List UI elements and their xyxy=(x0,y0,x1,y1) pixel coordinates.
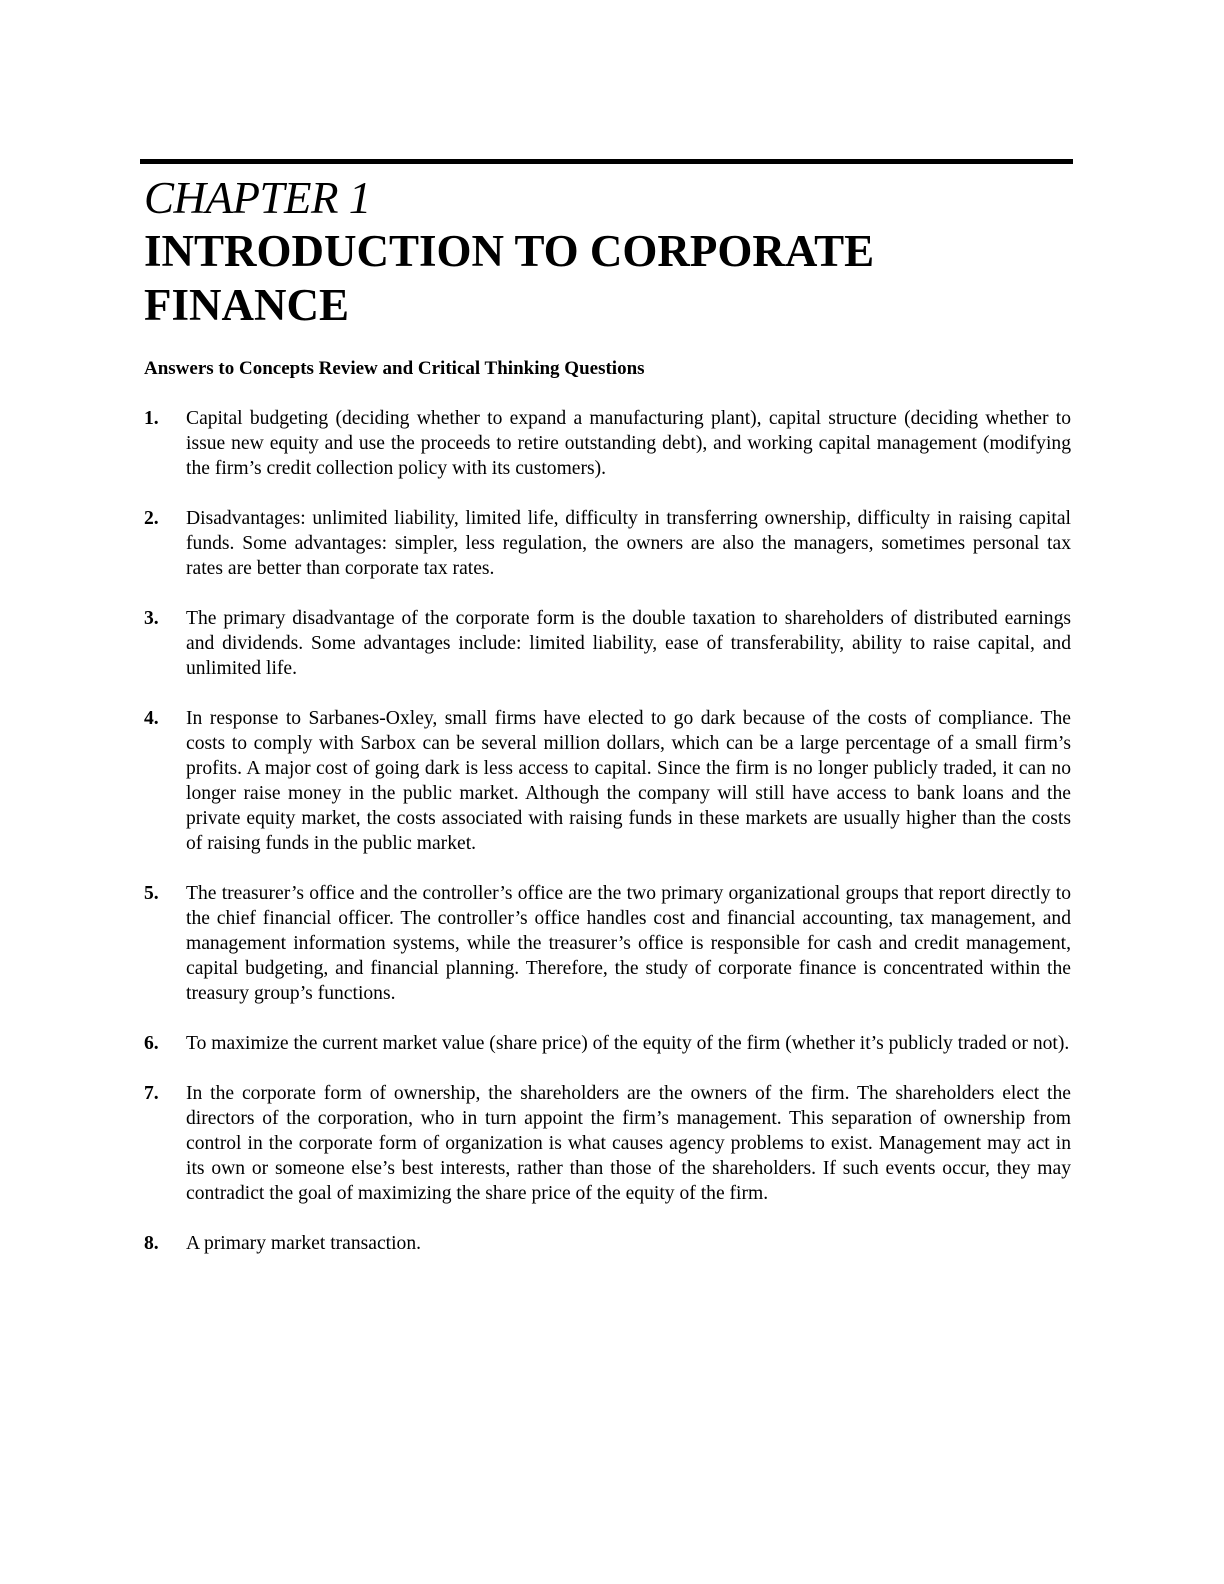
section-heading: Answers to Concepts Review and Critical Thinking Questions xyxy=(144,358,645,379)
answer-item-5 xyxy=(144,881,1071,1006)
answer-text: The primary disadvantage of the corporate form is the double taxation to shareholders of distributed earnings and dividends. Some advantages include: limited liability, ease of transferability, ability to raise capital, and unlimited life. xyxy=(186,608,1071,679)
chapter-label: CHAPTER 1 xyxy=(144,173,371,223)
answer-item-2 xyxy=(144,506,1071,581)
answer-item-1 xyxy=(144,406,1071,481)
answer-text: To maximize the current market value (share price) of the equity of the firm (whether it’s publicly traded or not). xyxy=(186,1033,1070,1054)
answer-item-4 xyxy=(144,706,1071,856)
answer-number: 5. xyxy=(144,883,159,904)
answers-list xyxy=(144,406,1071,1281)
answer-text: The treasurer’s office and the controller’s office are the two primary organizational groups that report directly to the chief financial officer. The controller’s office handles cost and financial accounting, tax management, and management information systems, while the treasurer’s office is responsible for cash and credit management, capital budgeting, and financial planning. Therefore, the study of corporate finance is concentrated within the treasury group’s functions. xyxy=(186,883,1071,1004)
answer-text: In response to Sarbanes-Oxley, small firms have elected to go dark because of the costs of compliance. The costs to comply with Sarbox can be several million dollars, which can be a large percentage of a small firm’s profits. A major cost of going dark is less access to capital. Since the firm is no longer publicly traded, it can no longer raise money in the public market. Although the company will still have access to bank loans and the private equity market, the costs associated with raising funds in these markets are usually higher than the costs of raising funds in the public market. xyxy=(186,708,1071,854)
answer-text: Disadvantages: unlimited liability, limited life, difficulty in transferring ownership, difficulty in raising capital funds. Some advantages: simpler, less regulation, the owners are also the managers, sometimes personal tax rates are better than corporate tax rates. xyxy=(186,508,1071,579)
answer-item-3 xyxy=(144,606,1071,681)
answer-text: A primary market transaction. xyxy=(186,1233,422,1254)
answer-item-8 xyxy=(144,1231,1071,1256)
answer-number: 2. xyxy=(144,508,159,529)
chapter-title: INTRODUCTION TO CORPORATE FINANCE xyxy=(144,226,875,330)
answer-number: 8. xyxy=(144,1233,159,1254)
chapter-top-rule xyxy=(140,159,1073,164)
answer-number: 1. xyxy=(144,408,159,429)
answer-text: In the corporate form of ownership, the shareholders are the owners of the firm. The shareholders elect the directors of the corporation, who in turn appoint the firm’s management. This separation of ownership from control in the corporate form of organization is what causes agency problems to exist. Management may act in its own or someone else’s best interests, rather than those of the shareholders. If such events occur, they may contradict the goal of maximizing the share price of the equity of the firm. xyxy=(186,1083,1071,1204)
answer-item-6 xyxy=(144,1031,1071,1056)
answer-number: 3. xyxy=(144,608,159,629)
answer-number: 6. xyxy=(144,1033,159,1054)
answer-text: Capital budgeting (deciding whether to expand a manufacturing plant), capital structure (deciding whether to issue new equity and use the proceeds to retire outstanding debt), and working capital management (modifying the firm’s credit collection policy with its customers). xyxy=(186,408,1071,479)
answer-item-7 xyxy=(144,1081,1071,1206)
answer-number: 7. xyxy=(144,1083,159,1104)
answer-number: 4. xyxy=(144,708,159,729)
